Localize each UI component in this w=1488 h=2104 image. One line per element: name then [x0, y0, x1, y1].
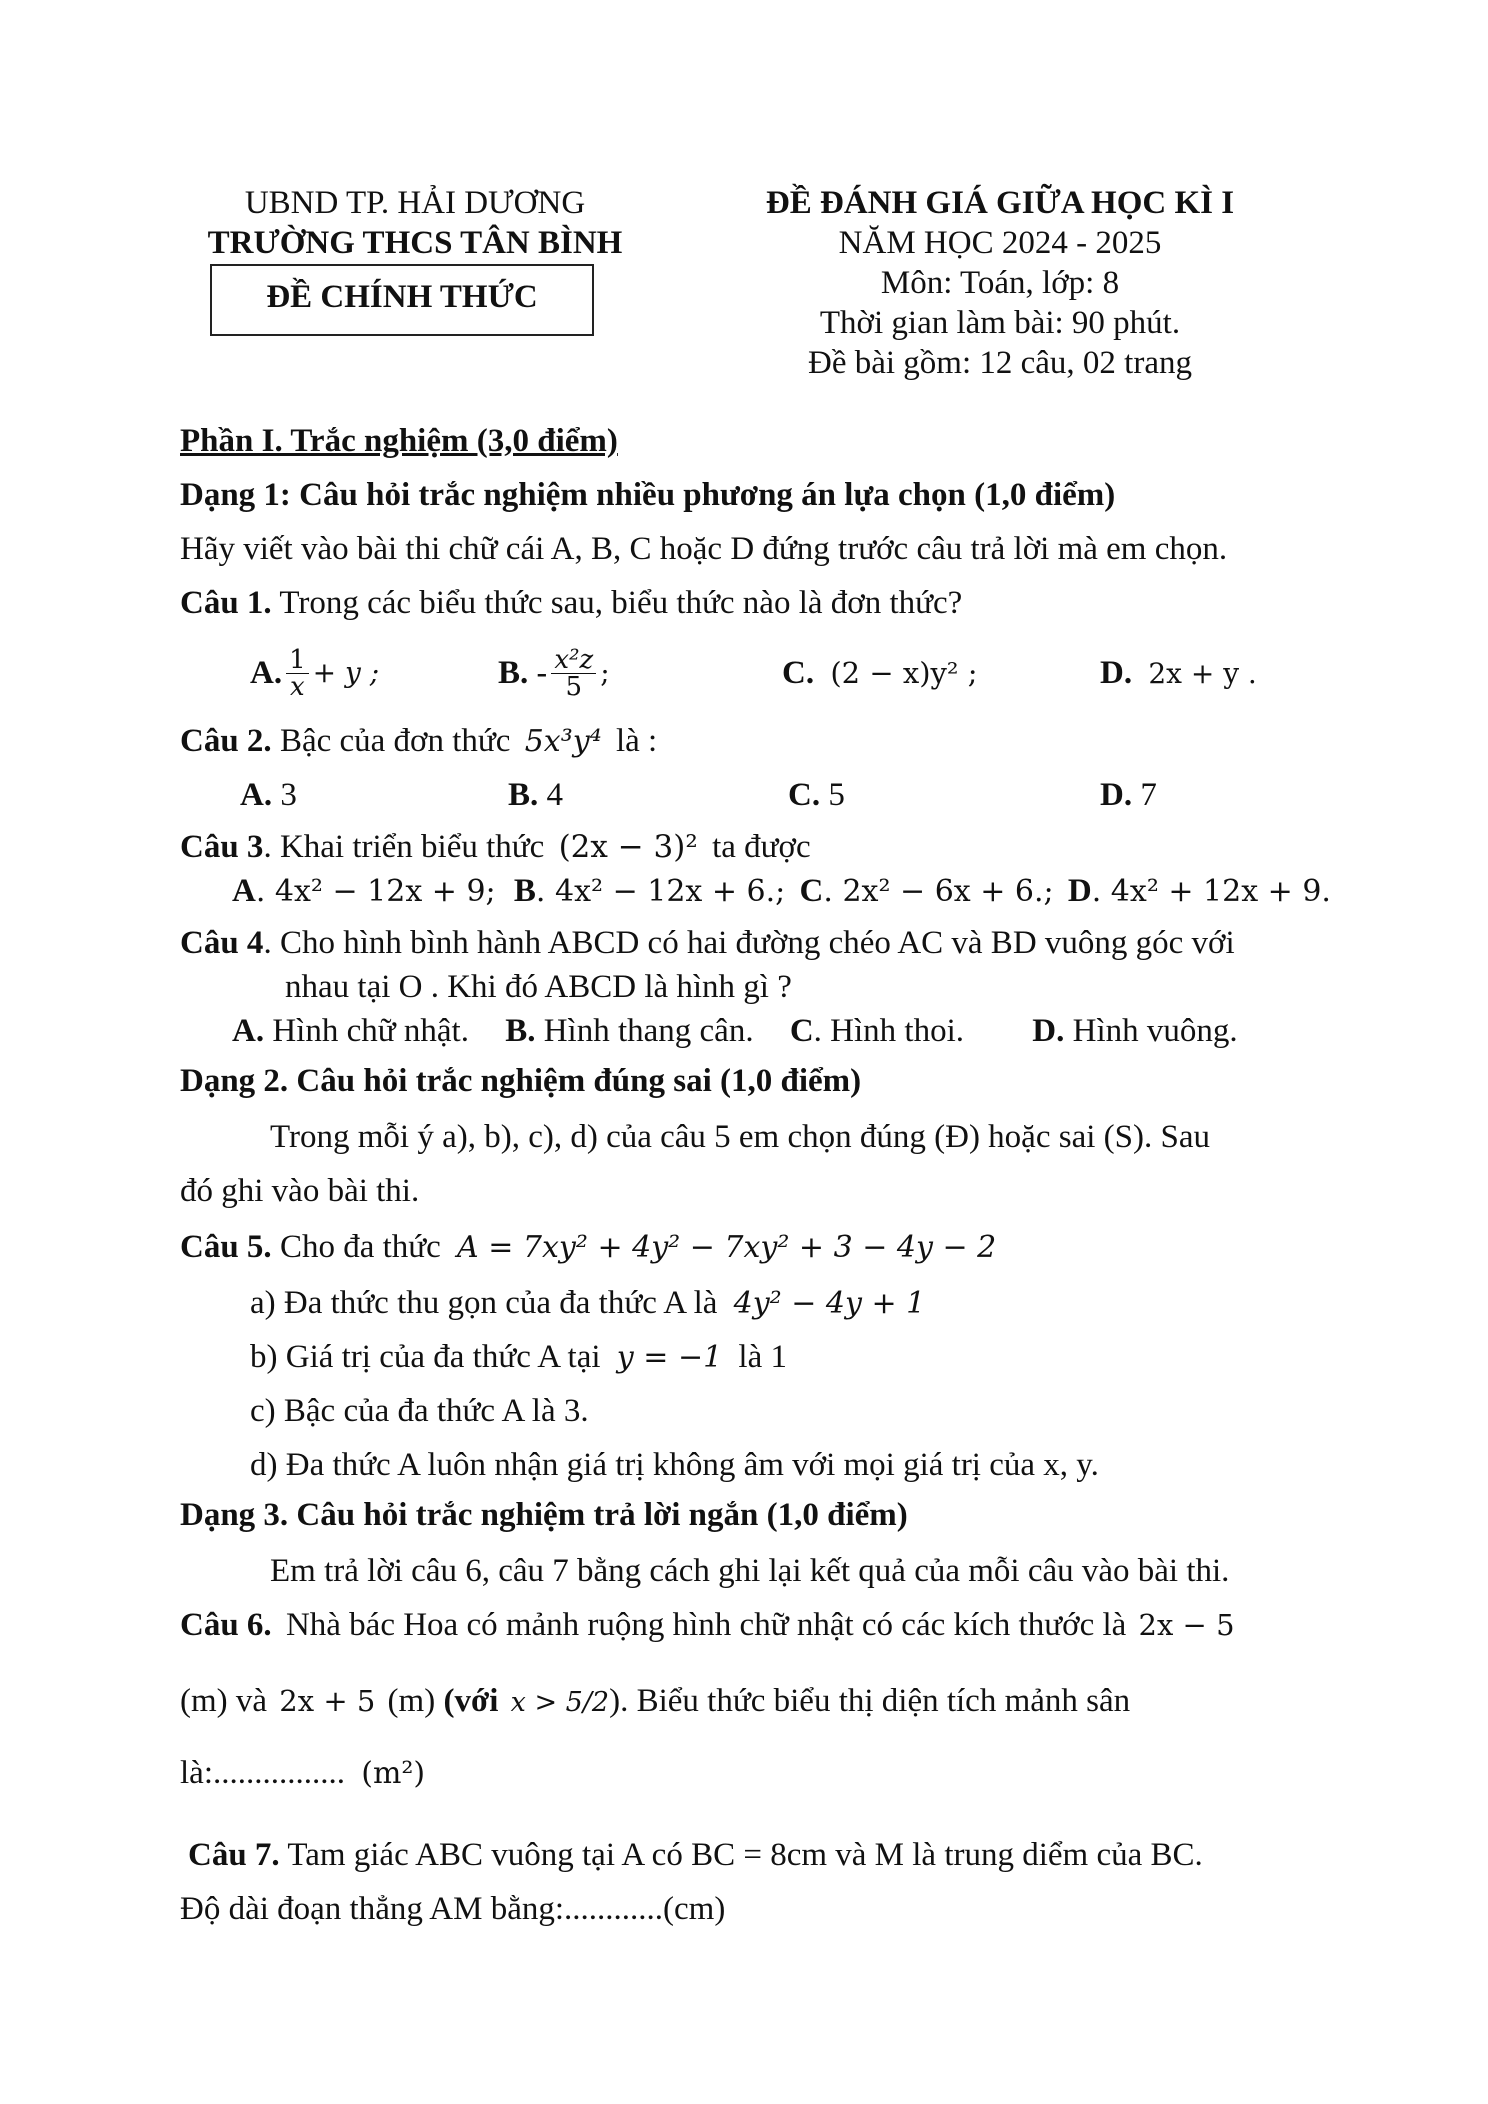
- question-label: Câu 1.: [180, 585, 272, 621]
- question-6: [180, 1604, 1235, 1646]
- subject: Môn: Toán, lớp: 8: [880, 265, 1120, 301]
- math-expr: 5x³y⁴: [524, 724, 602, 759]
- question-suffix: ta được: [712, 829, 811, 865]
- q1-option-b: [498, 638, 610, 708]
- option-label: D.: [1100, 655, 1133, 691]
- section2-instruction-2: đó ghi vào bài thi.: [180, 1173, 420, 1209]
- question-text: . Cho hình bình hành ABCD có hai đường chéo AC và BD vuông góc với: [263, 925, 1235, 961]
- math-expr: A = 7xy² + 4y² − 7xy² + 3 − 4y − 2: [457, 1230, 997, 1265]
- question-label: Câu 6.: [180, 1607, 272, 1643]
- q1-option-a: [250, 638, 379, 708]
- question-label: Câu 3: [180, 829, 264, 865]
- question-label: Câu 7.: [188, 1837, 280, 1873]
- question-4-line2: nhau tại O . Khi đó ABCD là hình gì ?: [285, 969, 792, 1005]
- option-expr: + y ;: [312, 656, 380, 689]
- q4-options: A. Hình chữ nhật. B. Hình thang cân. C. Hình thoi. D. Hình vuông.: [232, 1013, 1238, 1049]
- option-label: C.: [782, 655, 815, 691]
- unit-m2: (m²): [361, 1756, 426, 1791]
- math-expr: 2x − 5: [1138, 1608, 1235, 1642]
- question-2: [180, 720, 657, 763]
- section1-instruction: Hãy viết vào bài thi chữ cái A, B, C hoặc D đứng trước câu trả lời mà em chọn.: [180, 531, 1228, 567]
- question-label: Câu 2.: [180, 723, 272, 759]
- q2-option-a: A. 3: [240, 777, 297, 813]
- question-5: [180, 1226, 996, 1269]
- section2-title: Dạng 2. Câu hỏi trắc nghiệm đúng sai (1,0 điểm): [180, 1063, 862, 1099]
- question-text: Tam giác ABC vuông tại A có BC = 8cm và M là trung diểm của BC.: [287, 1837, 1203, 1873]
- q5-item-b: b) Giá trị của đa thức A tại y = −1 là 1: [250, 1339, 787, 1375]
- question-6-line2: (m) và 2x + 5 (m) (với x > 5/2). Biểu thức biểu thị diện tích mảnh sân: [180, 1683, 1131, 1719]
- math-expr: (2x − 3)²: [558, 829, 698, 865]
- q5-item-c: c) Bậc của đa thức A là 3.: [250, 1393, 589, 1429]
- exam-title: ĐỀ ĐÁNH GIÁ GIỮA HỌC KÌ I: [765, 185, 1235, 221]
- question-4: [180, 922, 1235, 964]
- section1-title: Dạng 1: Câu hỏi trắc nghiệm nhiều phương án lựa chọn (1,0 điểm): [180, 477, 1116, 513]
- question-1: [180, 582, 962, 624]
- option-expr: (2 − x)y² ;: [830, 656, 978, 690]
- question-text: Nhà bác Hoa có mảnh ruộng hình chữ nhật có các kích thước là: [285, 1607, 1127, 1643]
- school-year: NĂM HỌC 2024 - 2025: [838, 225, 1162, 261]
- q3-options: A. 4x² − 12x + 9; B. 4x² − 12x + 6.; C. 2x² − 6x + 6.; D. 4x² + 12x + 9.: [232, 873, 1331, 909]
- option-label: B.: [498, 655, 529, 691]
- fraction: $\frac{1}{x}$: [286, 647, 309, 700]
- school-name: TRƯỜNG THCS TÂN BÌNH: [207, 225, 623, 261]
- q5-item-a: a) Đa thức thu gọn của đa thức A là 4y² − 4y + 1: [250, 1285, 926, 1321]
- q5-item-d: d) Đa thức A luôn nhận giá trị không âm với mọi giá trị của x, y.: [250, 1447, 1099, 1483]
- q2-option-b: B. 4: [508, 777, 564, 813]
- part1-title: Phần I. Trắc nghiệm (3,0 điểm): [180, 423, 618, 459]
- authority-name: UBND TP. HẢI DƯƠNG: [244, 185, 586, 221]
- section3-instruction: Em trả lời câu 6, câu 7 bằng cách ghi lại kết quả của mỗi câu vào bài thi.: [270, 1553, 1230, 1589]
- question-text: Trong các biểu thức sau, biểu thức nào là đơn thức?: [279, 585, 963, 621]
- q2-option-c: C. 5: [788, 777, 845, 813]
- q1-option-d: [1100, 652, 1257, 695]
- pages-info: Đề bài gồm: 12 câu, 02 trang: [808, 345, 1192, 381]
- section3-title: Dạng 3. Câu hỏi trắc nghiệm trả lời ngắn (1,0 điểm): [180, 1497, 908, 1533]
- question-7-line2: Độ dài đoạn thẳng AM bằng:............(cm): [180, 1891, 726, 1927]
- question-label: Câu 5.: [180, 1229, 272, 1265]
- question-label: Câu 4: [180, 925, 264, 961]
- option-expr: ;: [600, 656, 610, 689]
- official-label: ĐỀ CHÍNH THỨC: [266, 279, 538, 315]
- question-text: . Khai triển biểu thức: [263, 829, 545, 865]
- question-3: [180, 826, 811, 868]
- q1-option-c: [782, 652, 978, 694]
- option-expr: 2x + y .: [1148, 657, 1257, 690]
- question-text: Bậc của đơn thức: [279, 723, 511, 759]
- question-6-answer-line: là:................ (m²): [180, 1755, 426, 1791]
- question-text: Cho đa thức: [279, 1229, 441, 1265]
- minus-sign: -: [536, 653, 548, 692]
- question-suffix: là :: [615, 723, 658, 759]
- section2-instruction: Trong mỗi ý a), b), c), d) của câu 5 em chọn đúng (Đ) hoặc sai (S). Sau: [270, 1119, 1210, 1155]
- option-label: A.: [250, 655, 283, 691]
- duration: Thời gian làm bài: 90 phút.: [819, 305, 1181, 341]
- question-7: [188, 1834, 1203, 1876]
- fraction: $\frac{\text{x²z}}{5}$: [551, 647, 596, 700]
- q2-option-d: D. 7: [1100, 777, 1157, 813]
